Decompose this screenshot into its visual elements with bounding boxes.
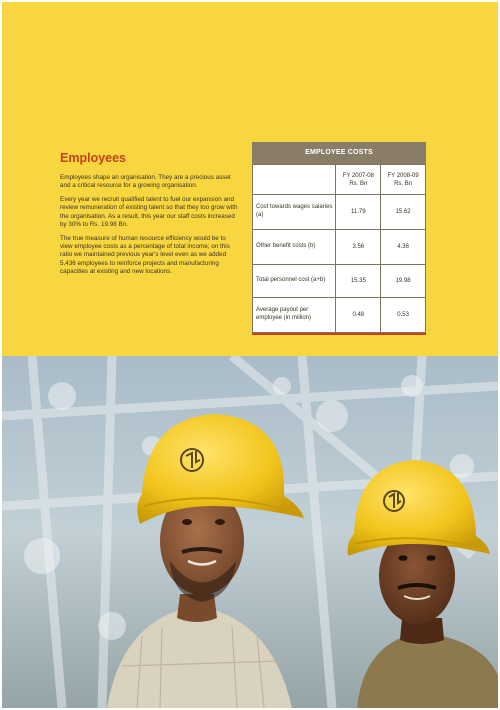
row-label: Average payout per employee (in million) xyxy=(253,298,336,333)
column-header: FY 2008-09 Rs. Bn xyxy=(381,165,426,195)
section-heading: Employees xyxy=(60,151,127,165)
cell-value: 4.36 xyxy=(381,230,426,265)
table-row xyxy=(253,195,426,230)
column-header: FY 2007-08 Rs. Bn xyxy=(336,165,381,195)
table-row xyxy=(253,298,426,333)
workers-illustration xyxy=(2,356,498,708)
paragraph: Every year we recruit qualified talent to fuel our expansion and review remuneration of existing talent so that they too grow with the organisation. As a result, this year our staff costs increased by 30% to Rs. 19.98 Bn. xyxy=(60,196,238,228)
cell-value: 0.48 xyxy=(336,298,381,333)
table-title: EMPLOYEE COSTS xyxy=(252,142,426,164)
employee-costs-table xyxy=(252,142,426,335)
table-row xyxy=(253,230,426,265)
yellow-panel xyxy=(2,2,498,356)
row-label: Other benefit costs (b) xyxy=(253,230,336,265)
cell-value: 0.53 xyxy=(381,298,426,333)
table-row xyxy=(253,265,426,298)
column-header xyxy=(253,165,336,195)
cell-value: 15.62 xyxy=(381,195,426,230)
paragraph: The true measure of human resource efficiency would be to view employee costs as a percentage of total income; on this ratio we maintained previous year's level even as we added 5,436 employees to reinforce projects and manufacturing capacities at existing and new locations. xyxy=(60,234,230,275)
table-header-row xyxy=(253,165,426,195)
costs-table-grid xyxy=(252,164,426,333)
paragraph: Employees shape an organisation. They are a precious asset and a critical resource for a growing organisation. xyxy=(60,174,231,190)
row-label: Total personnel cost (a+b) xyxy=(253,265,336,298)
cell-value: 19.98 xyxy=(381,265,426,298)
section-body xyxy=(60,174,238,282)
row-label: Cost towards wages salaries (a) xyxy=(253,195,336,230)
cell-value: 11.79 xyxy=(336,195,381,230)
workers-photo xyxy=(2,356,498,708)
cell-value: 3.56 xyxy=(336,230,381,265)
cell-value: 15.35 xyxy=(336,265,381,298)
annual-report-page xyxy=(2,2,498,708)
